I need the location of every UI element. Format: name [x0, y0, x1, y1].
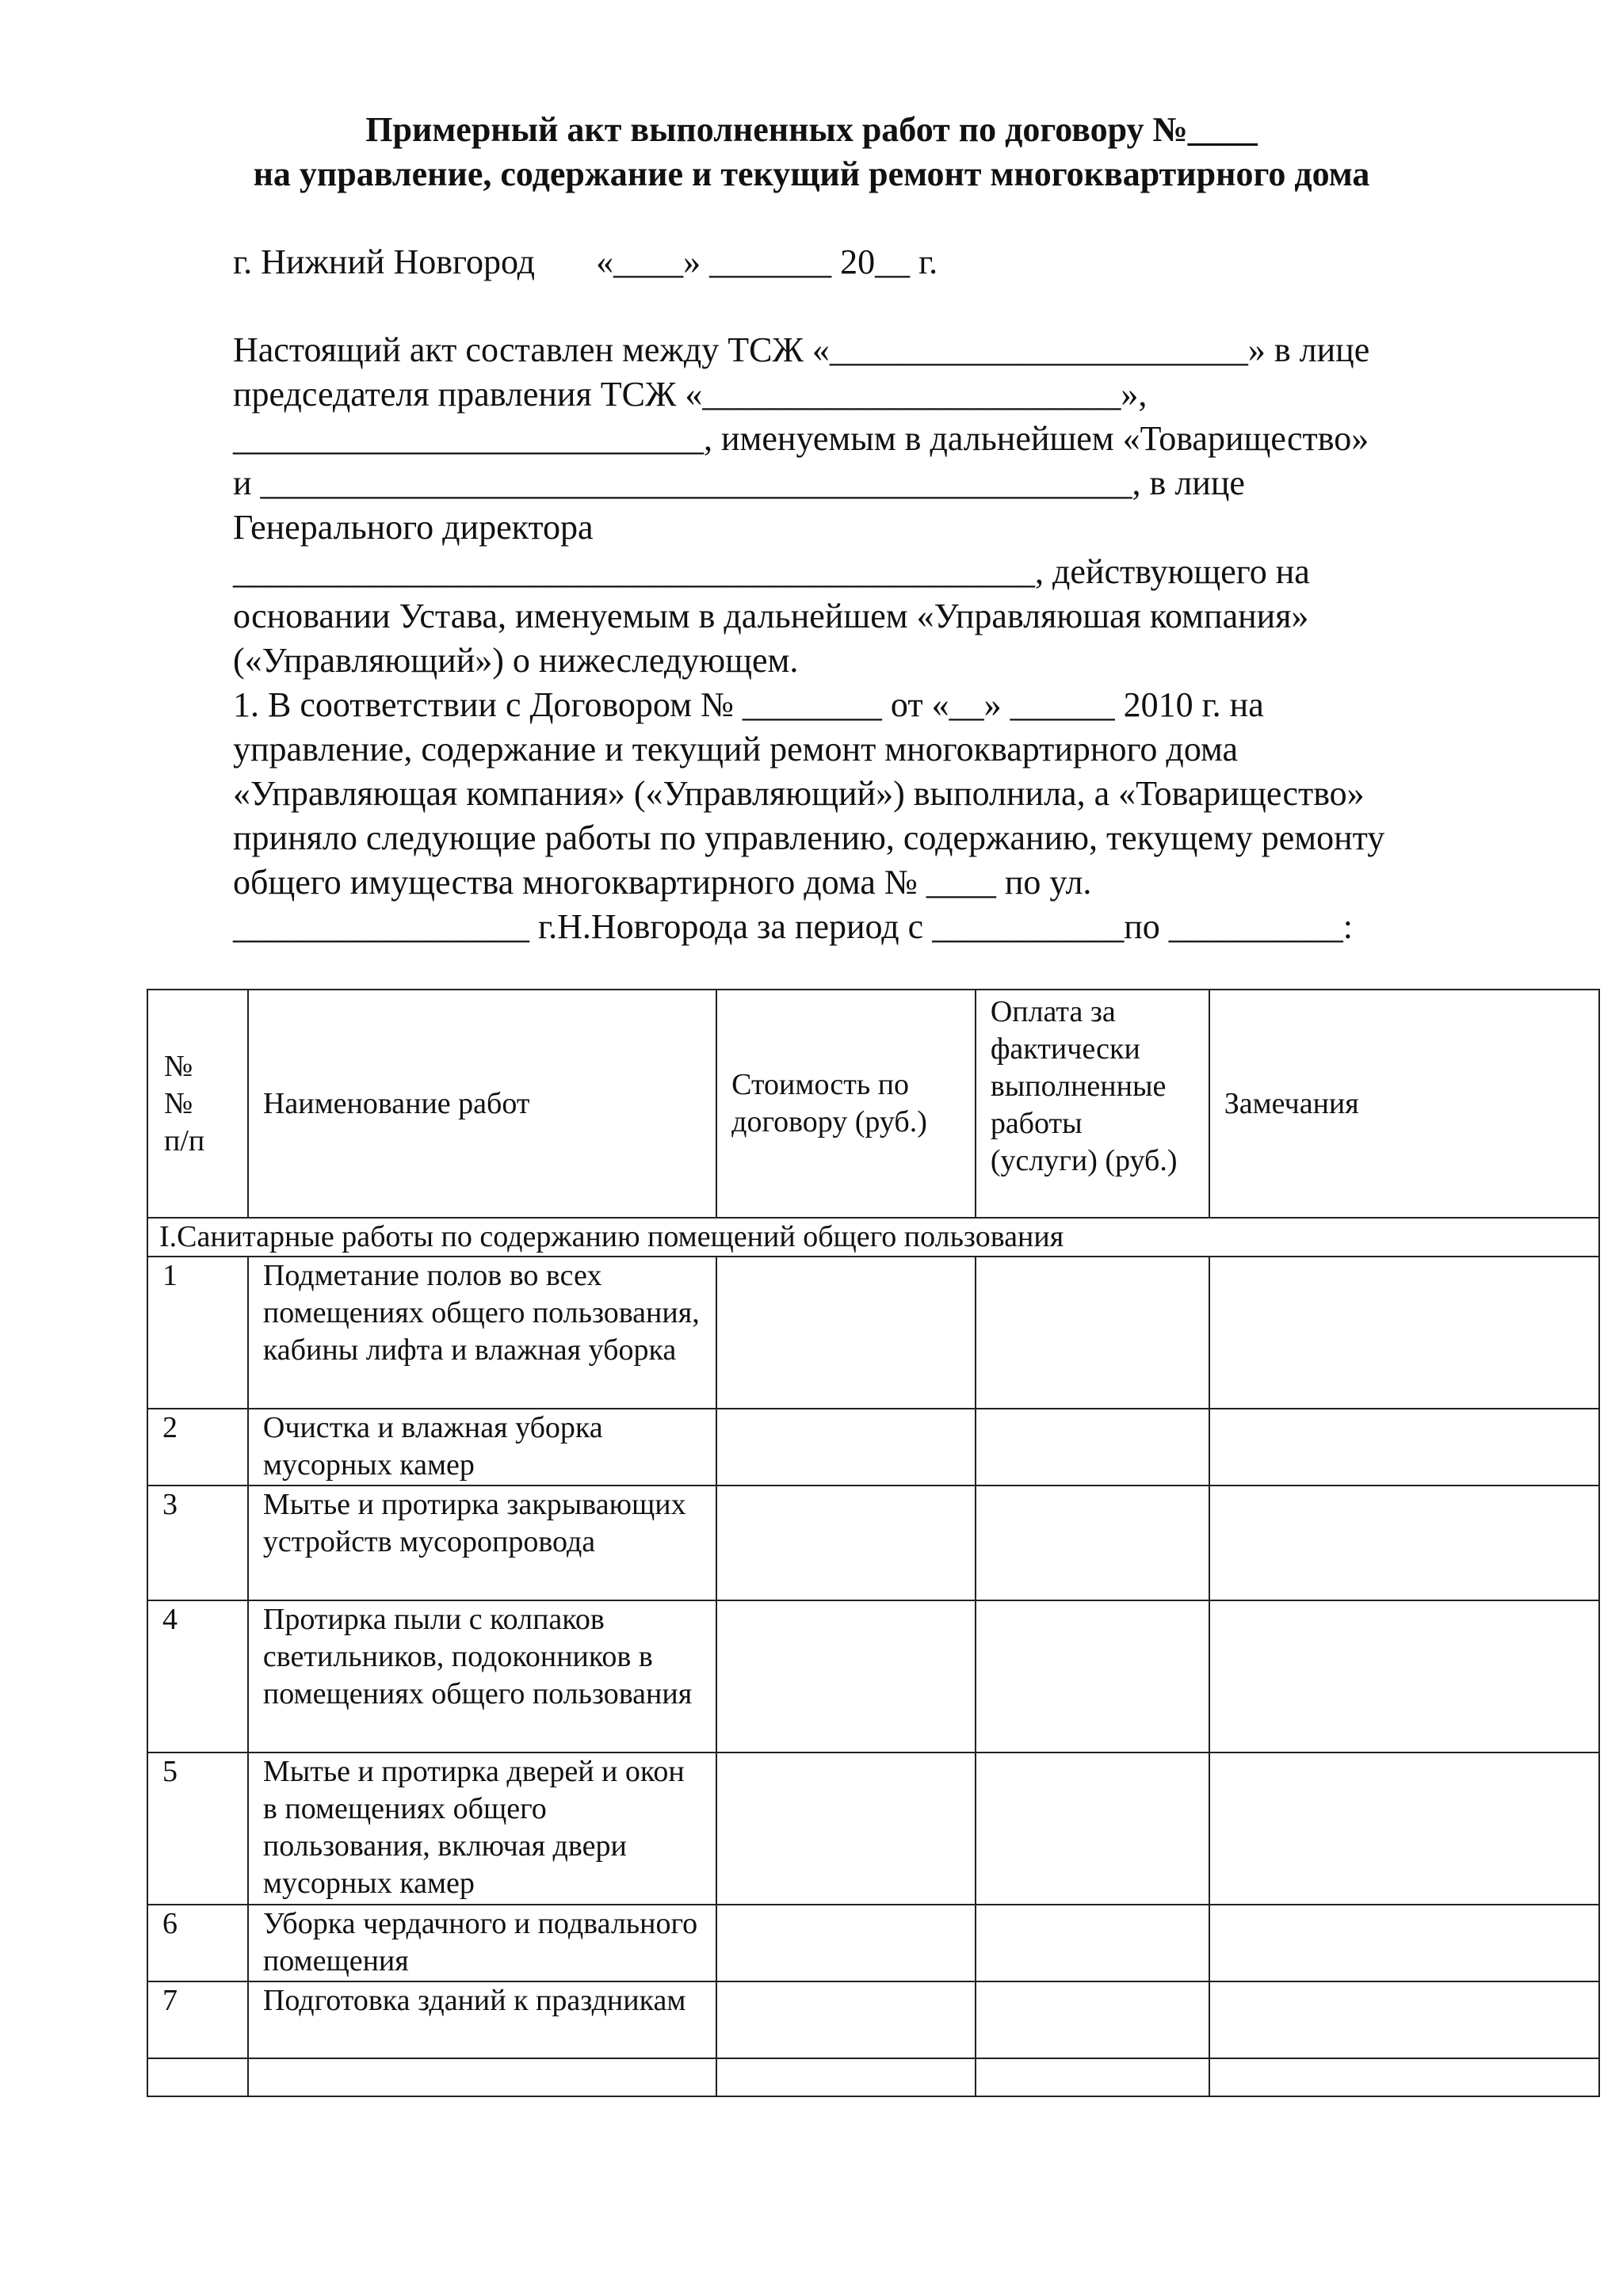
table-row	[147, 1981, 1599, 2058]
row-num: 4	[147, 1600, 248, 1753]
paragraph-line: ______________________________________________, действующего на	[233, 552, 1310, 591]
paragraph-line: председателя правления ТСЖ «________________________»,	[233, 375, 1148, 414]
row-work-name: Очистка и влажная уборка мусорных камер	[248, 1409, 716, 1486]
row-cost-cell[interactable]	[716, 1905, 976, 1981]
section-row	[147, 1218, 1599, 1257]
row-cost-cell[interactable]	[716, 1753, 976, 1905]
empty-cell[interactable]	[147, 2058, 248, 2096]
row-remarks-cell[interactable]	[1209, 1486, 1599, 1600]
row-remarks-cell[interactable]	[1209, 1600, 1599, 1753]
empty-cell[interactable]	[716, 2058, 976, 2096]
document-title-line-1: Примерный акт выполненных работ по договору №____	[365, 110, 1258, 149]
header-contract-cost: Стоимость по договору (руб.)	[716, 990, 976, 1218]
paragraph-line: _________________ г.Н.Новгорода за период с ___________по __________:	[233, 907, 1353, 946]
table-row	[147, 1600, 1599, 1753]
row-num: 6	[147, 1905, 248, 1981]
row-cost-cell[interactable]	[716, 1486, 976, 1600]
row-payment-cell[interactable]	[976, 1753, 1209, 1905]
empty-cell[interactable]	[248, 2058, 716, 2096]
paragraph-line: («Управляющий») о нижеследующем.	[233, 641, 799, 680]
table-row	[147, 1409, 1599, 1486]
row-num: 3	[147, 1486, 248, 1600]
row-work-name: Подметание полов во всех помещениях общего пользования, кабины лифта и влажная уборка	[248, 1257, 716, 1409]
row-cost-cell[interactable]	[716, 1600, 976, 1753]
row-cost-cell[interactable]	[716, 1981, 976, 2058]
row-payment-cell[interactable]	[976, 1905, 1209, 1981]
table-header-row	[147, 990, 1599, 1218]
row-work-name: Подготовка зданий к праздникам	[248, 1981, 716, 2058]
row-remarks-cell[interactable]	[1209, 1905, 1599, 1981]
row-remarks-cell[interactable]	[1209, 1257, 1599, 1409]
header-remarks: Замечания	[1209, 990, 1599, 1218]
place-date-line: г. Нижний Новгород «____» _______ 20__ г.	[233, 242, 938, 281]
row-cost-cell[interactable]	[716, 1257, 976, 1409]
table-row	[147, 1486, 1599, 1600]
table-row	[147, 1905, 1599, 1981]
row-cost-cell[interactable]	[716, 1409, 976, 1486]
paragraph-line: приняло следующие работы по управлению, содержанию, текущему ремонту	[233, 818, 1385, 857]
paragraph-line: 1. В соответствии с Договором № ________ от «__» ______ 2010 г. на	[233, 685, 1264, 724]
paragraph-line: ___________________________, именуемым в дальнейшем «Товарищество»	[233, 419, 1369, 458]
header-work-name: Наименование работ	[248, 990, 716, 1218]
paragraph-line: основании Устава, именуемым в дальнейшем «Управляюшая компания»	[233, 597, 1309, 635]
row-work-name: Уборка чердачного и подвального помещения	[248, 1905, 716, 1981]
row-payment-cell[interactable]	[976, 1486, 1209, 1600]
paragraph-line: Настоящий акт составлен между ТСЖ «________________________» в лице	[233, 330, 1370, 369]
row-remarks-cell[interactable]	[1209, 1409, 1599, 1486]
row-work-name: Мытье и протирка закрывающих устройств мусоропровода	[248, 1486, 716, 1600]
row-num: 1	[147, 1257, 248, 1409]
row-num: 7	[147, 1981, 248, 2058]
row-remarks-cell[interactable]	[1209, 1753, 1599, 1905]
row-payment-cell[interactable]	[976, 1981, 1209, 2058]
row-work-name: Протирка пыли с колпаков светильников, подоконников в помещениях общего пользования	[248, 1600, 716, 1753]
table-row	[147, 1753, 1599, 1905]
paragraph-line: «Управляющая компания» («Управляющий») выполнила, а «Товарищество»	[233, 774, 1365, 813]
preamble-paragraph	[233, 328, 1533, 949]
section-title: I.Санитарные работы по содержанию помещений общего пользования	[147, 1218, 1599, 1257]
row-num: 2	[147, 1409, 248, 1486]
row-payment-cell[interactable]	[976, 1600, 1209, 1753]
works-table	[147, 989, 1600, 2097]
row-payment-cell[interactable]	[976, 1257, 1209, 1409]
paragraph-line: управление, содержание и текущий ремонт многоквартирного дома	[233, 730, 1239, 769]
row-remarks-cell[interactable]	[1209, 1981, 1599, 2058]
empty-row	[147, 2058, 1599, 2096]
paragraph-line: общего имущества многоквартирного дома № ____ по ул.	[233, 863, 1092, 902]
row-num: 5	[147, 1753, 248, 1905]
empty-cell[interactable]	[976, 2058, 1209, 2096]
row-payment-cell[interactable]	[976, 1409, 1209, 1486]
paragraph-line: и __________________________________________________, в лице	[233, 463, 1245, 502]
paragraph-line: Генерального директора	[233, 508, 594, 547]
empty-cell[interactable]	[1209, 2058, 1599, 2096]
row-work-name: Мытье и протирка дверей и окон в помещениях общего пользования, включая двери мусорных камер	[248, 1753, 716, 1905]
table-row	[147, 1257, 1599, 1409]
document-title-line-2: на управление, содержание и текущий ремонт многоквартирного дома	[253, 154, 1370, 193]
header-actual-payment: Оплата за фактически выполненные работы (услуги) (руб.)	[976, 990, 1209, 1218]
header-num: № № п/п	[147, 990, 248, 1218]
